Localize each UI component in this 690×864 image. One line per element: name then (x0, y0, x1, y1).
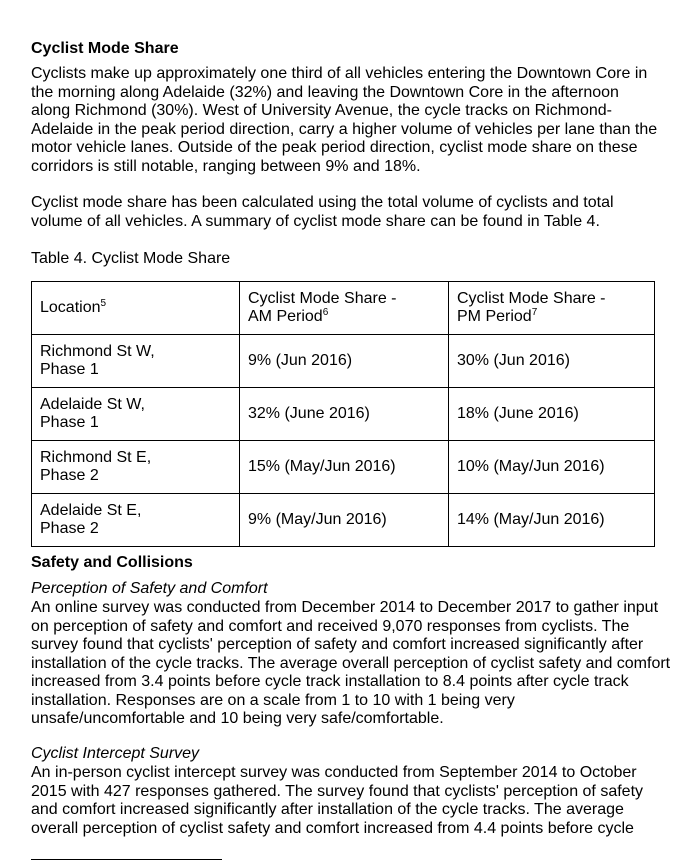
location-phase: Phase 1 (40, 414, 99, 431)
subheading-intercept-survey: Cyclist Intercept Survey (31, 745, 200, 762)
table-caption: Table 4. Cyclist Mode Share (31, 250, 231, 267)
section-heading-cyclist-mode-share: Cyclist Mode Share (31, 40, 179, 57)
location-street: Adelaide St E, (40, 501, 142, 519)
cell-pm: 10% (May/Jun 2016) (449, 441, 655, 494)
header-text: PM Period (457, 308, 532, 325)
table-row (32, 388, 655, 441)
cell-location (32, 494, 240, 547)
cell-location (32, 335, 240, 388)
section-heading-safety-collisions: Safety and Collisions (31, 554, 193, 571)
location-street: Adelaide St W, (40, 395, 145, 413)
cell-pm: 14% (May/Jun 2016) (449, 494, 655, 547)
header-text: Cyclist Mode Share - (457, 289, 606, 307)
table-row (32, 335, 655, 388)
subheading-perception-safety: Perception of Safety and Comfort (31, 580, 268, 597)
location-phase: Phase 2 (40, 520, 99, 537)
header-pm-period (449, 282, 655, 335)
footnote-separator (31, 859, 222, 860)
header-text: Location (40, 298, 101, 316)
location-street: Richmond St W, (40, 342, 155, 360)
cell-am: 32% (June 2016) (240, 388, 449, 441)
header-text: Cyclist Mode Share - (248, 289, 397, 307)
cell-location (32, 388, 240, 441)
header-am-period (240, 282, 449, 335)
cell-am: 15% (May/Jun 2016) (240, 441, 449, 494)
mode-share-paragraph-1: Cyclists make up approximately one third of all vehicles entering the Downtown Core in the morning along Adelaide (32%) and leaving the Downtown Core in the afternoon along Richmond (30%). West of University Avenue, the cycle tracks on Richmond-Adelaide in the peak period direction, carry a higher volume of vehicles per lane than the motor vehicle lanes. Outside of the peak period direction, cyclist mode share on these corridors is still notable, ranging between 9% and 18%. (31, 65, 658, 175)
intercept-survey-paragraph: An in-person cyclist intercept survey was conducted from September 2014 to October 2015 with 427 responses gathered. The survey found that cyclists' perception of safety and comfort increased significantly after installation of the cycle tracks. The average overall perception of cyclist safety and comfort increased from 4.4 points before cycle (31, 764, 644, 837)
cyclist-mode-share-table (31, 281, 655, 547)
cell-am: 9% (May/Jun 2016) (240, 494, 449, 547)
table-row (32, 494, 655, 547)
location-phase: Phase 2 (40, 467, 99, 484)
cell-pm: 18% (June 2016) (449, 388, 655, 441)
cell-am: 9% (Jun 2016) (240, 335, 449, 388)
perception-safety-paragraph: An online survey was conducted from December 2014 to December 2017 to gather input on perception of safety and comfort and received 9,070 responses from cyclists. The survey found that cyclists' perception of safety and comfort increased significantly after installation of the cycle tracks. The average overall perception of cyclist safety and comfort increased from 3.4 points before cycle track installation to 8.4 points after cycle track installation. Responses are on a scale from 1 to 10 with 1 being very unsafe/uncomfortable and 10 being very safe/comfortable. (31, 599, 671, 727)
mode-share-paragraph-2: Cyclist mode share has been calculated using the total volume of cyclists and total volume of all vehicles. A summary of cyclist mode share can be found in Table 4. (31, 194, 614, 230)
footnote-ref[interactable]: 6 (322, 307, 329, 318)
location-phase: Phase 1 (40, 361, 99, 378)
footnote-ref[interactable]: 5 (100, 297, 107, 309)
header-text: AM Period (248, 308, 323, 325)
header-location (32, 282, 240, 335)
cell-location (32, 441, 240, 494)
table-row (32, 441, 655, 494)
location-street: Richmond St E, (40, 448, 152, 466)
footnote-ref[interactable]: 7 (531, 307, 538, 318)
cell-pm: 30% (Jun 2016) (449, 335, 655, 388)
table-header-row (32, 282, 655, 335)
